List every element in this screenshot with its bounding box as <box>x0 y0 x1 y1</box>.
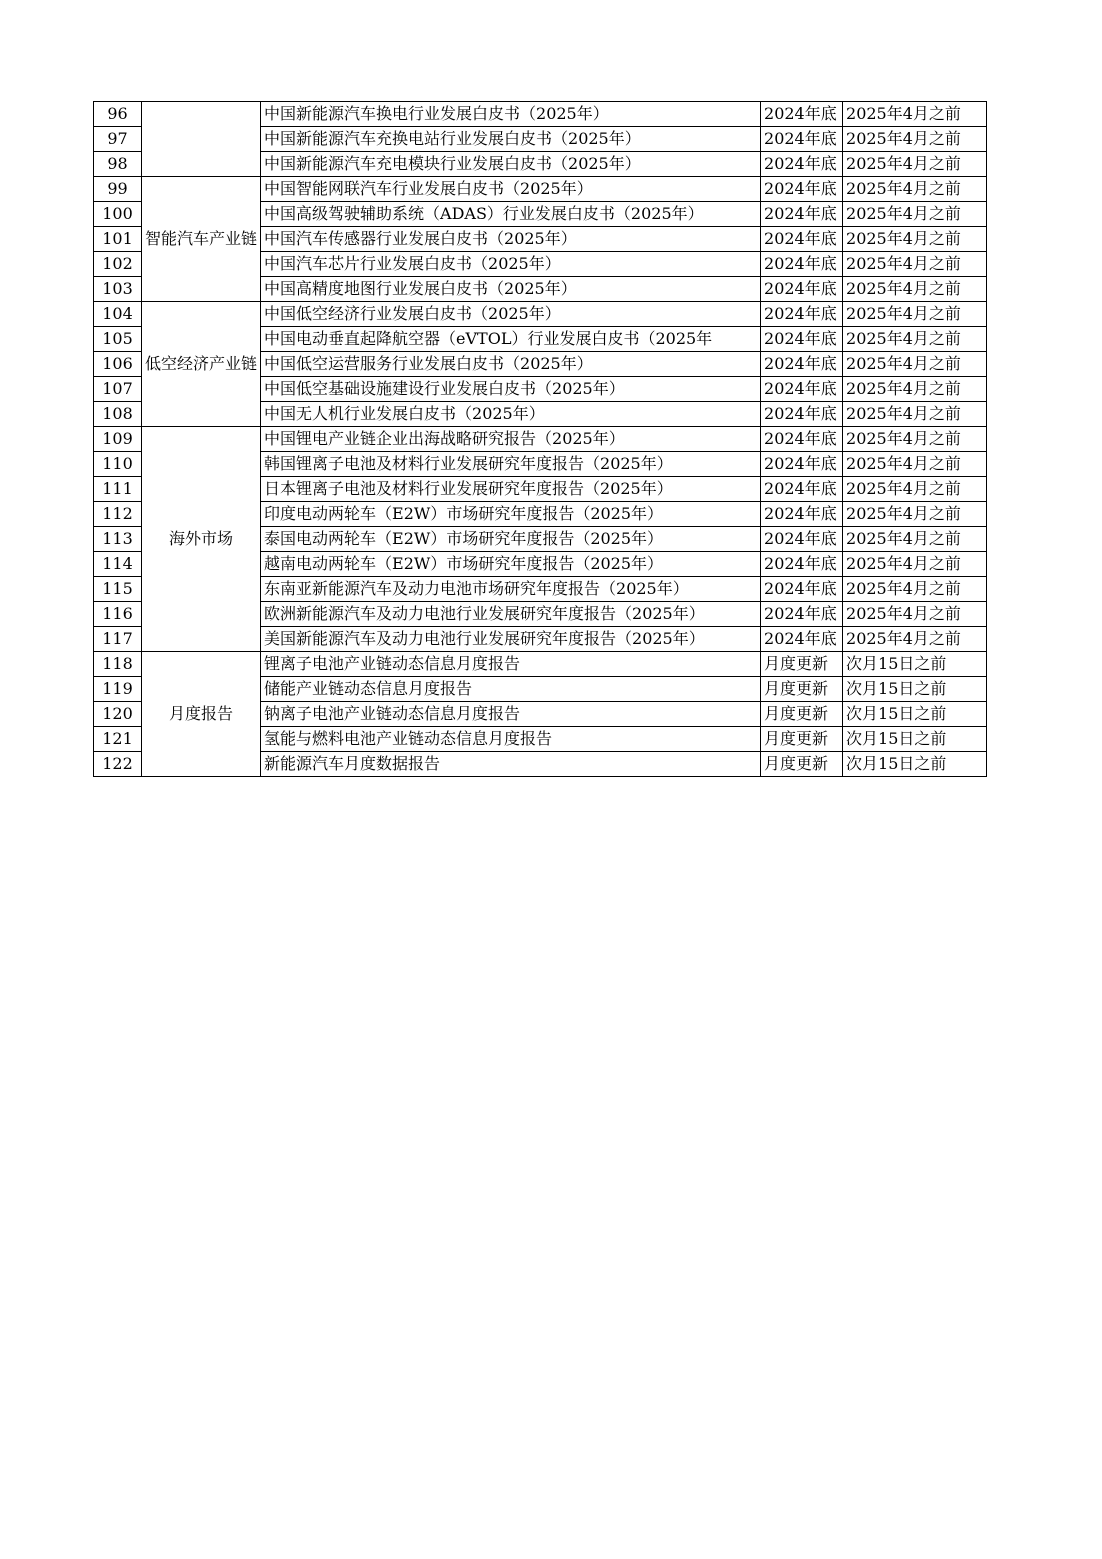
data-time: 2024年底 <box>761 427 843 452</box>
category-cell: 智能汽车产业链 <box>142 177 261 302</box>
publish-deadline: 2025年4月之前 <box>843 277 987 302</box>
row-number: 119 <box>94 677 142 702</box>
data-time: 2024年底 <box>761 477 843 502</box>
data-time: 月度更新 <box>761 752 843 777</box>
row-number: 104 <box>94 302 142 327</box>
report-title: 储能产业链动态信息月度报告 <box>261 677 761 702</box>
category-cell: 低空经济产业链 <box>142 302 261 427</box>
data-time: 月度更新 <box>761 702 843 727</box>
publish-deadline: 次月15日之前 <box>843 702 987 727</box>
row-number: 112 <box>94 502 142 527</box>
row-number: 120 <box>94 702 142 727</box>
row-number: 117 <box>94 627 142 652</box>
report-title: 欧洲新能源汽车及动力电池行业发展研究年度报告（2025年） <box>261 602 761 627</box>
report-title: 中国低空基础设施建设行业发展白皮书（2025年） <box>261 377 761 402</box>
publish-deadline: 2025年4月之前 <box>843 527 987 552</box>
table-row <box>94 302 987 327</box>
category-cell: 海外市场 <box>142 427 261 652</box>
data-time: 2024年底 <box>761 302 843 327</box>
report-title: 越南电动两轮车（E2W）市场研究年度报告（2025年） <box>261 552 761 577</box>
row-number: 114 <box>94 552 142 577</box>
publish-deadline: 2025年4月之前 <box>843 502 987 527</box>
data-time: 2024年底 <box>761 527 843 552</box>
row-number: 102 <box>94 252 142 277</box>
row-number: 108 <box>94 402 142 427</box>
row-number: 103 <box>94 277 142 302</box>
report-title: 中国高级驾驶辅助系统（ADAS）行业发展白皮书（2025年） <box>261 202 761 227</box>
publish-deadline: 2025年4月之前 <box>843 402 987 427</box>
table-row <box>94 102 987 127</box>
row-number: 97 <box>94 127 142 152</box>
report-title: 中国低空经济行业发展白皮书（2025年） <box>261 302 761 327</box>
publish-deadline: 2025年4月之前 <box>843 152 987 177</box>
data-time: 2024年底 <box>761 177 843 202</box>
report-title: 中国无人机行业发展白皮书（2025年） <box>261 402 761 427</box>
row-number: 99 <box>94 177 142 202</box>
row-number: 109 <box>94 427 142 452</box>
report-title: 中国新能源汽车充电模块行业发展白皮书（2025年） <box>261 152 761 177</box>
report-title: 美国新能源汽车及动力电池行业发展研究年度报告（2025年） <box>261 627 761 652</box>
report-title: 钠离子电池产业链动态信息月度报告 <box>261 702 761 727</box>
row-number: 116 <box>94 602 142 627</box>
row-number: 100 <box>94 202 142 227</box>
publish-deadline: 次月15日之前 <box>843 652 987 677</box>
data-time: 2024年底 <box>761 602 843 627</box>
report-title: 中国锂电产业链企业出海战略研究报告（2025年） <box>261 427 761 452</box>
report-title: 中国低空运营服务行业发展白皮书（2025年） <box>261 352 761 377</box>
publish-deadline: 2025年4月之前 <box>843 627 987 652</box>
row-number: 122 <box>94 752 142 777</box>
row-number: 110 <box>94 452 142 477</box>
row-number: 98 <box>94 152 142 177</box>
publish-deadline: 2025年4月之前 <box>843 177 987 202</box>
data-time: 2024年底 <box>761 377 843 402</box>
row-number: 118 <box>94 652 142 677</box>
report-title: 中国电动垂直起降航空器（eVTOL）行业发展白皮书（2025年 <box>261 327 761 352</box>
report-title: 氢能与燃料电池产业链动态信息月度报告 <box>261 727 761 752</box>
report-title: 中国新能源汽车充换电站行业发展白皮书（2025年） <box>261 127 761 152</box>
data-time: 2024年底 <box>761 102 843 127</box>
publish-deadline: 次月15日之前 <box>843 752 987 777</box>
row-number: 113 <box>94 527 142 552</box>
row-number: 115 <box>94 577 142 602</box>
data-time: 月度更新 <box>761 727 843 752</box>
data-time: 2024年底 <box>761 277 843 302</box>
table-row <box>94 427 987 452</box>
data-time: 2024年底 <box>761 327 843 352</box>
report-title: 中国汽车芯片行业发展白皮书（2025年） <box>261 252 761 277</box>
publish-deadline: 2025年4月之前 <box>843 302 987 327</box>
report-title: 中国汽车传感器行业发展白皮书（2025年） <box>261 227 761 252</box>
row-number: 111 <box>94 477 142 502</box>
category-cell: 月度报告 <box>142 652 261 777</box>
data-time: 2024年底 <box>761 127 843 152</box>
report-title: 日本锂离子电池及材料行业发展研究年度报告（2025年） <box>261 477 761 502</box>
data-time: 月度更新 <box>761 652 843 677</box>
row-number: 107 <box>94 377 142 402</box>
publish-deadline: 2025年4月之前 <box>843 352 987 377</box>
report-title: 中国高精度地图行业发展白皮书（2025年） <box>261 277 761 302</box>
data-time: 2024年底 <box>761 402 843 427</box>
report-title: 中国新能源汽车换电行业发展白皮书（2025年） <box>261 102 761 127</box>
data-time: 2024年底 <box>761 502 843 527</box>
publish-deadline: 2025年4月之前 <box>843 252 987 277</box>
data-time: 2024年底 <box>761 452 843 477</box>
publish-deadline: 次月15日之前 <box>843 677 987 702</box>
publish-deadline: 2025年4月之前 <box>843 477 987 502</box>
publish-deadline: 2025年4月之前 <box>843 327 987 352</box>
publish-deadline: 2025年4月之前 <box>843 227 987 252</box>
table-row <box>94 177 987 202</box>
publish-deadline: 2025年4月之前 <box>843 552 987 577</box>
report-title: 泰国电动两轮车（E2W）市场研究年度报告（2025年） <box>261 527 761 552</box>
report-title: 新能源汽车月度数据报告 <box>261 752 761 777</box>
report-title: 中国智能网联汽车行业发展白皮书（2025年） <box>261 177 761 202</box>
report-title: 印度电动两轮车（E2W）市场研究年度报告（2025年） <box>261 502 761 527</box>
report-title: 锂离子电池产业链动态信息月度报告 <box>261 652 761 677</box>
data-time: 2024年底 <box>761 202 843 227</box>
publish-deadline: 2025年4月之前 <box>843 202 987 227</box>
table-row <box>94 652 987 677</box>
data-time: 2024年底 <box>761 352 843 377</box>
row-number: 121 <box>94 727 142 752</box>
report-title: 韩国锂离子电池及材料行业发展研究年度报告（2025年） <box>261 452 761 477</box>
publish-deadline: 次月15日之前 <box>843 727 987 752</box>
data-time: 2024年底 <box>761 252 843 277</box>
row-number: 96 <box>94 102 142 127</box>
data-time: 2024年底 <box>761 627 843 652</box>
publish-deadline: 2025年4月之前 <box>843 102 987 127</box>
data-time: 2024年底 <box>761 552 843 577</box>
report-title: 东南亚新能源汽车及动力电池市场研究年度报告（2025年） <box>261 577 761 602</box>
data-time: 2024年底 <box>761 152 843 177</box>
report-table-body <box>94 102 987 777</box>
data-time: 2024年底 <box>761 227 843 252</box>
row-number: 106 <box>94 352 142 377</box>
publish-deadline: 2025年4月之前 <box>843 602 987 627</box>
publish-deadline: 2025年4月之前 <box>843 127 987 152</box>
row-number: 105 <box>94 327 142 352</box>
row-number: 101 <box>94 227 142 252</box>
category-cell <box>142 102 261 177</box>
data-time: 月度更新 <box>761 677 843 702</box>
data-time: 2024年底 <box>761 577 843 602</box>
publish-deadline: 2025年4月之前 <box>843 452 987 477</box>
report-list-table <box>93 101 987 777</box>
publish-deadline: 2025年4月之前 <box>843 377 987 402</box>
publish-deadline: 2025年4月之前 <box>843 427 987 452</box>
publish-deadline: 2025年4月之前 <box>843 577 987 602</box>
